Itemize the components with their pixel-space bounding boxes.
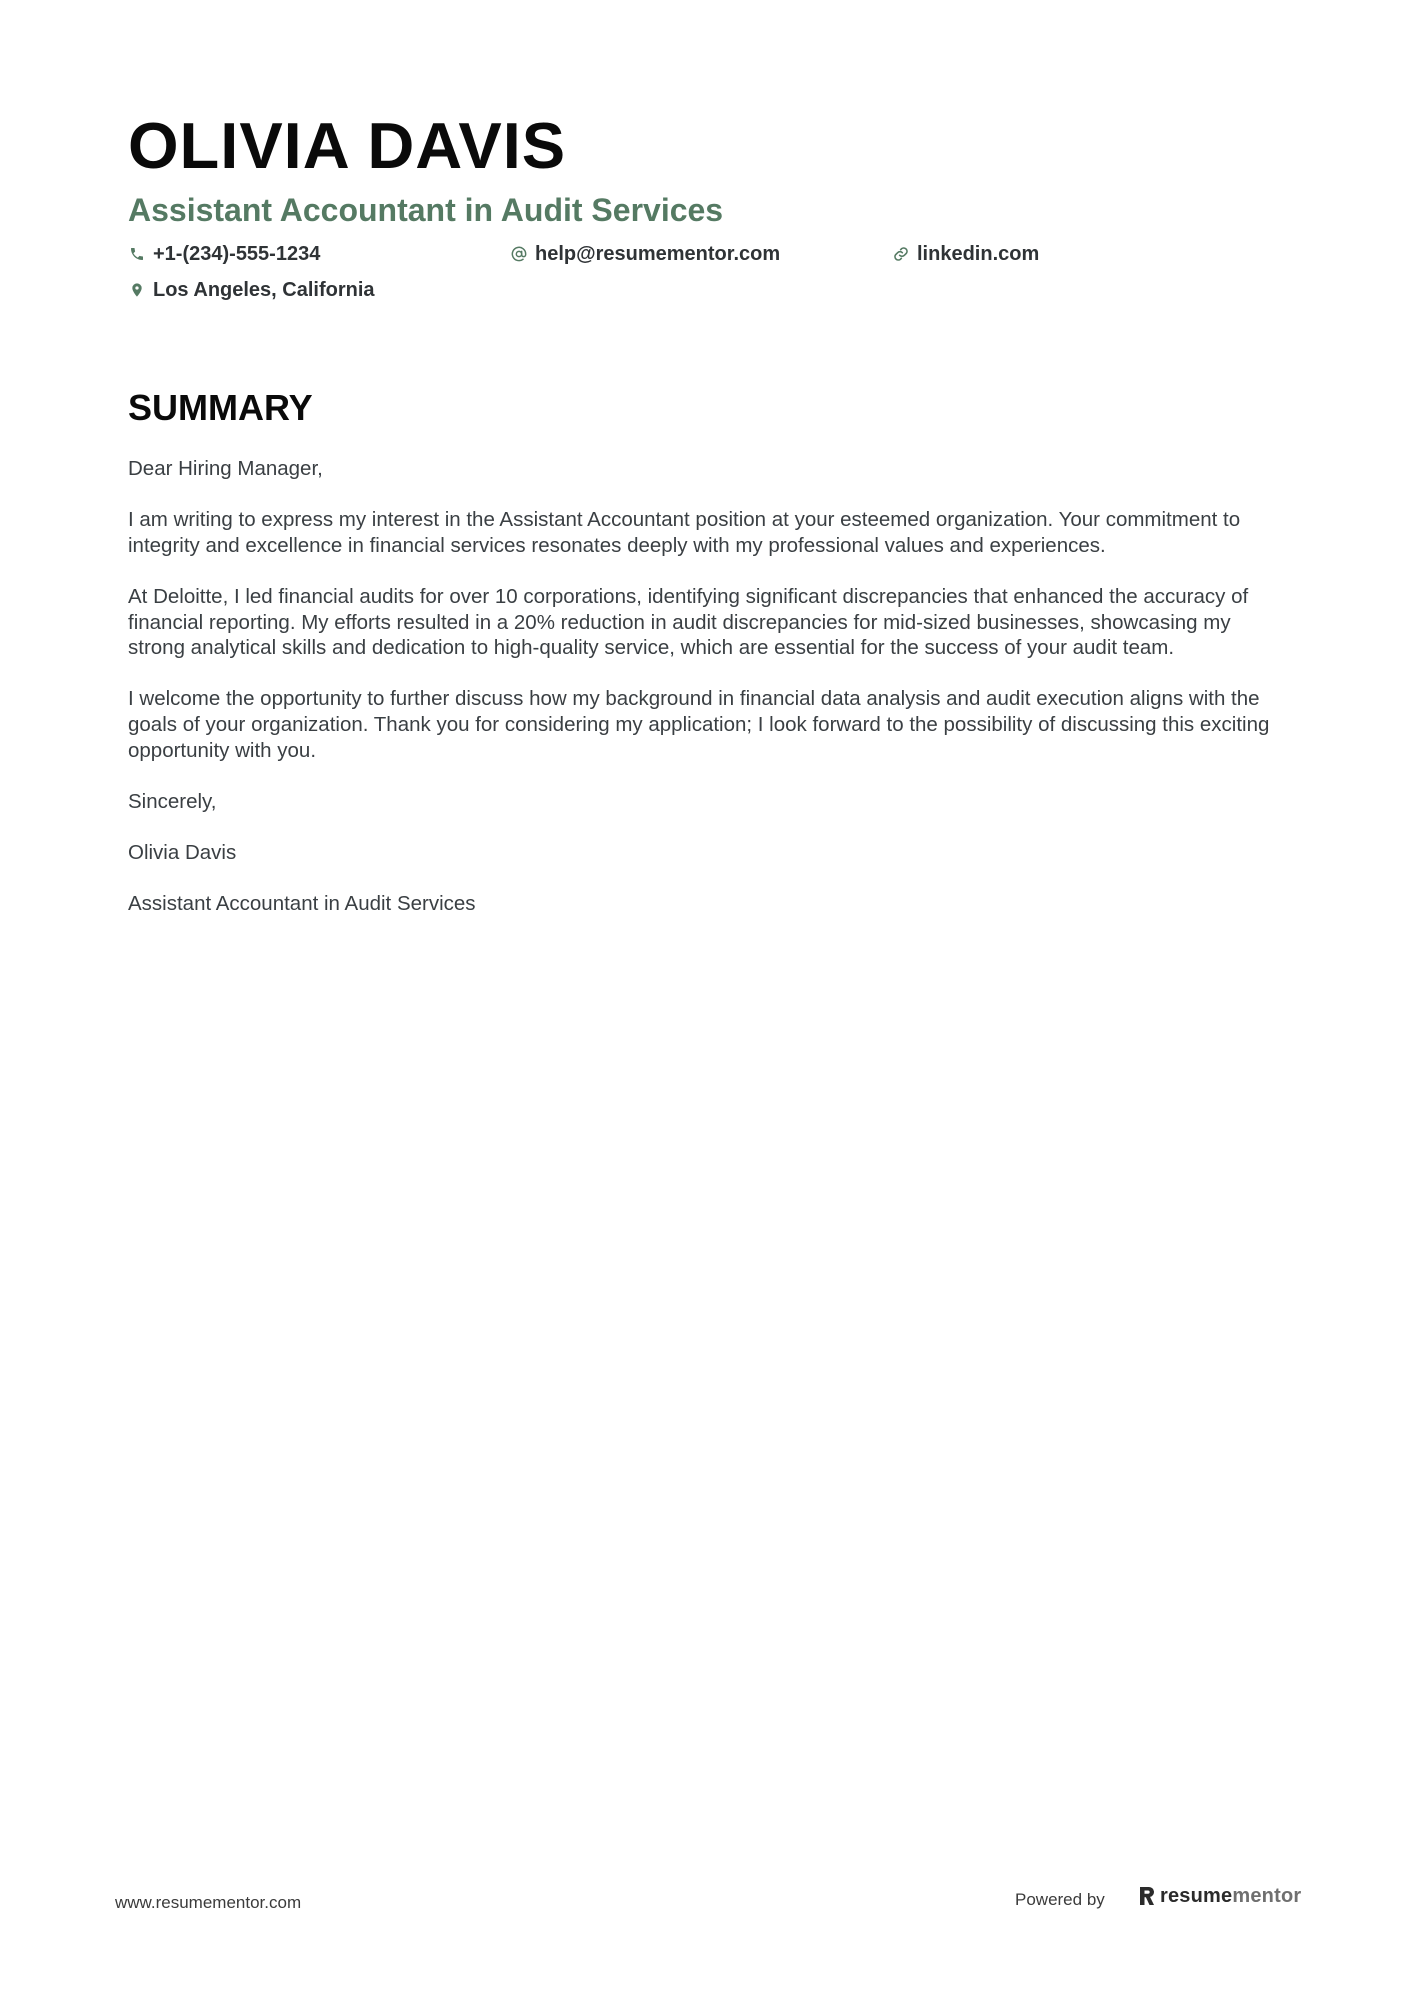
letter-paragraph: I welcome the opportunity to further discuss how my background in financial data analysis and audit execution aligns with the goals of your organization. Thank you for considering my application; I look forward to the possibility of discussing this exciting opportunity with you. (128, 687, 1270, 762)
contact-phone (128, 241, 320, 267)
resumementor-logo-icon (1138, 1885, 1156, 1907)
link-icon (892, 245, 910, 263)
map-pin-icon (128, 281, 146, 299)
phone-text: +1-(234)-555-1234 (153, 243, 321, 265)
job-title: Assistant Accountant in Audit Services (128, 192, 724, 228)
brand-wordmark-bold: resume (1160, 1885, 1233, 1907)
at-sign-icon (510, 245, 528, 263)
powered-by-label: Powered by (1015, 1890, 1105, 1909)
letter-paragraph: I am writing to express my interest in the Assistant Accountant position at your esteemed organization. Your commitment to integrity and excellence in financial services resonates deeply with my professional values and experiences. (128, 508, 1241, 557)
phone-icon (128, 245, 146, 263)
letter-body (128, 456, 1293, 942)
brand-wordmark-light: mentor (1232, 1885, 1302, 1907)
letter-salutation: Dear Hiring Manager, (128, 457, 323, 480)
letter-closing: Sincerely, (128, 789, 217, 813)
website-text: linkedin.com (917, 243, 1040, 265)
brand-wordmark (1160, 1883, 1301, 1909)
footer-website-link[interactable]: www.resumementor.com (115, 1893, 302, 1912)
letter-signature-name: Olivia Davis (128, 840, 237, 864)
candidate-name: OLIVIA DAVIS (128, 109, 567, 182)
contact-location (128, 277, 375, 303)
email-text: help@resumementor.com (535, 243, 781, 265)
contact-email (510, 241, 780, 267)
contact-website (892, 241, 1039, 267)
letter-paragraph: At Deloitte, I led financial audits for over 10 corporations, identifying significant discrepancies that enhanced the accuracy of financial reporting. My efforts resulted in a 20% reduction in audit discrepancies for mid-sized businesses, showcasing my strong analytical skills and dedication to high-quality service, which are essential for the success of your audit team. (128, 584, 1249, 660)
brand-logo[interactable] (1138, 1883, 1301, 1909)
section-heading-summary: SUMMARY (128, 387, 313, 428)
location-text: Los Angeles, California (153, 279, 375, 301)
letter-signature-title: Assistant Accountant in Audit Services (128, 892, 476, 916)
